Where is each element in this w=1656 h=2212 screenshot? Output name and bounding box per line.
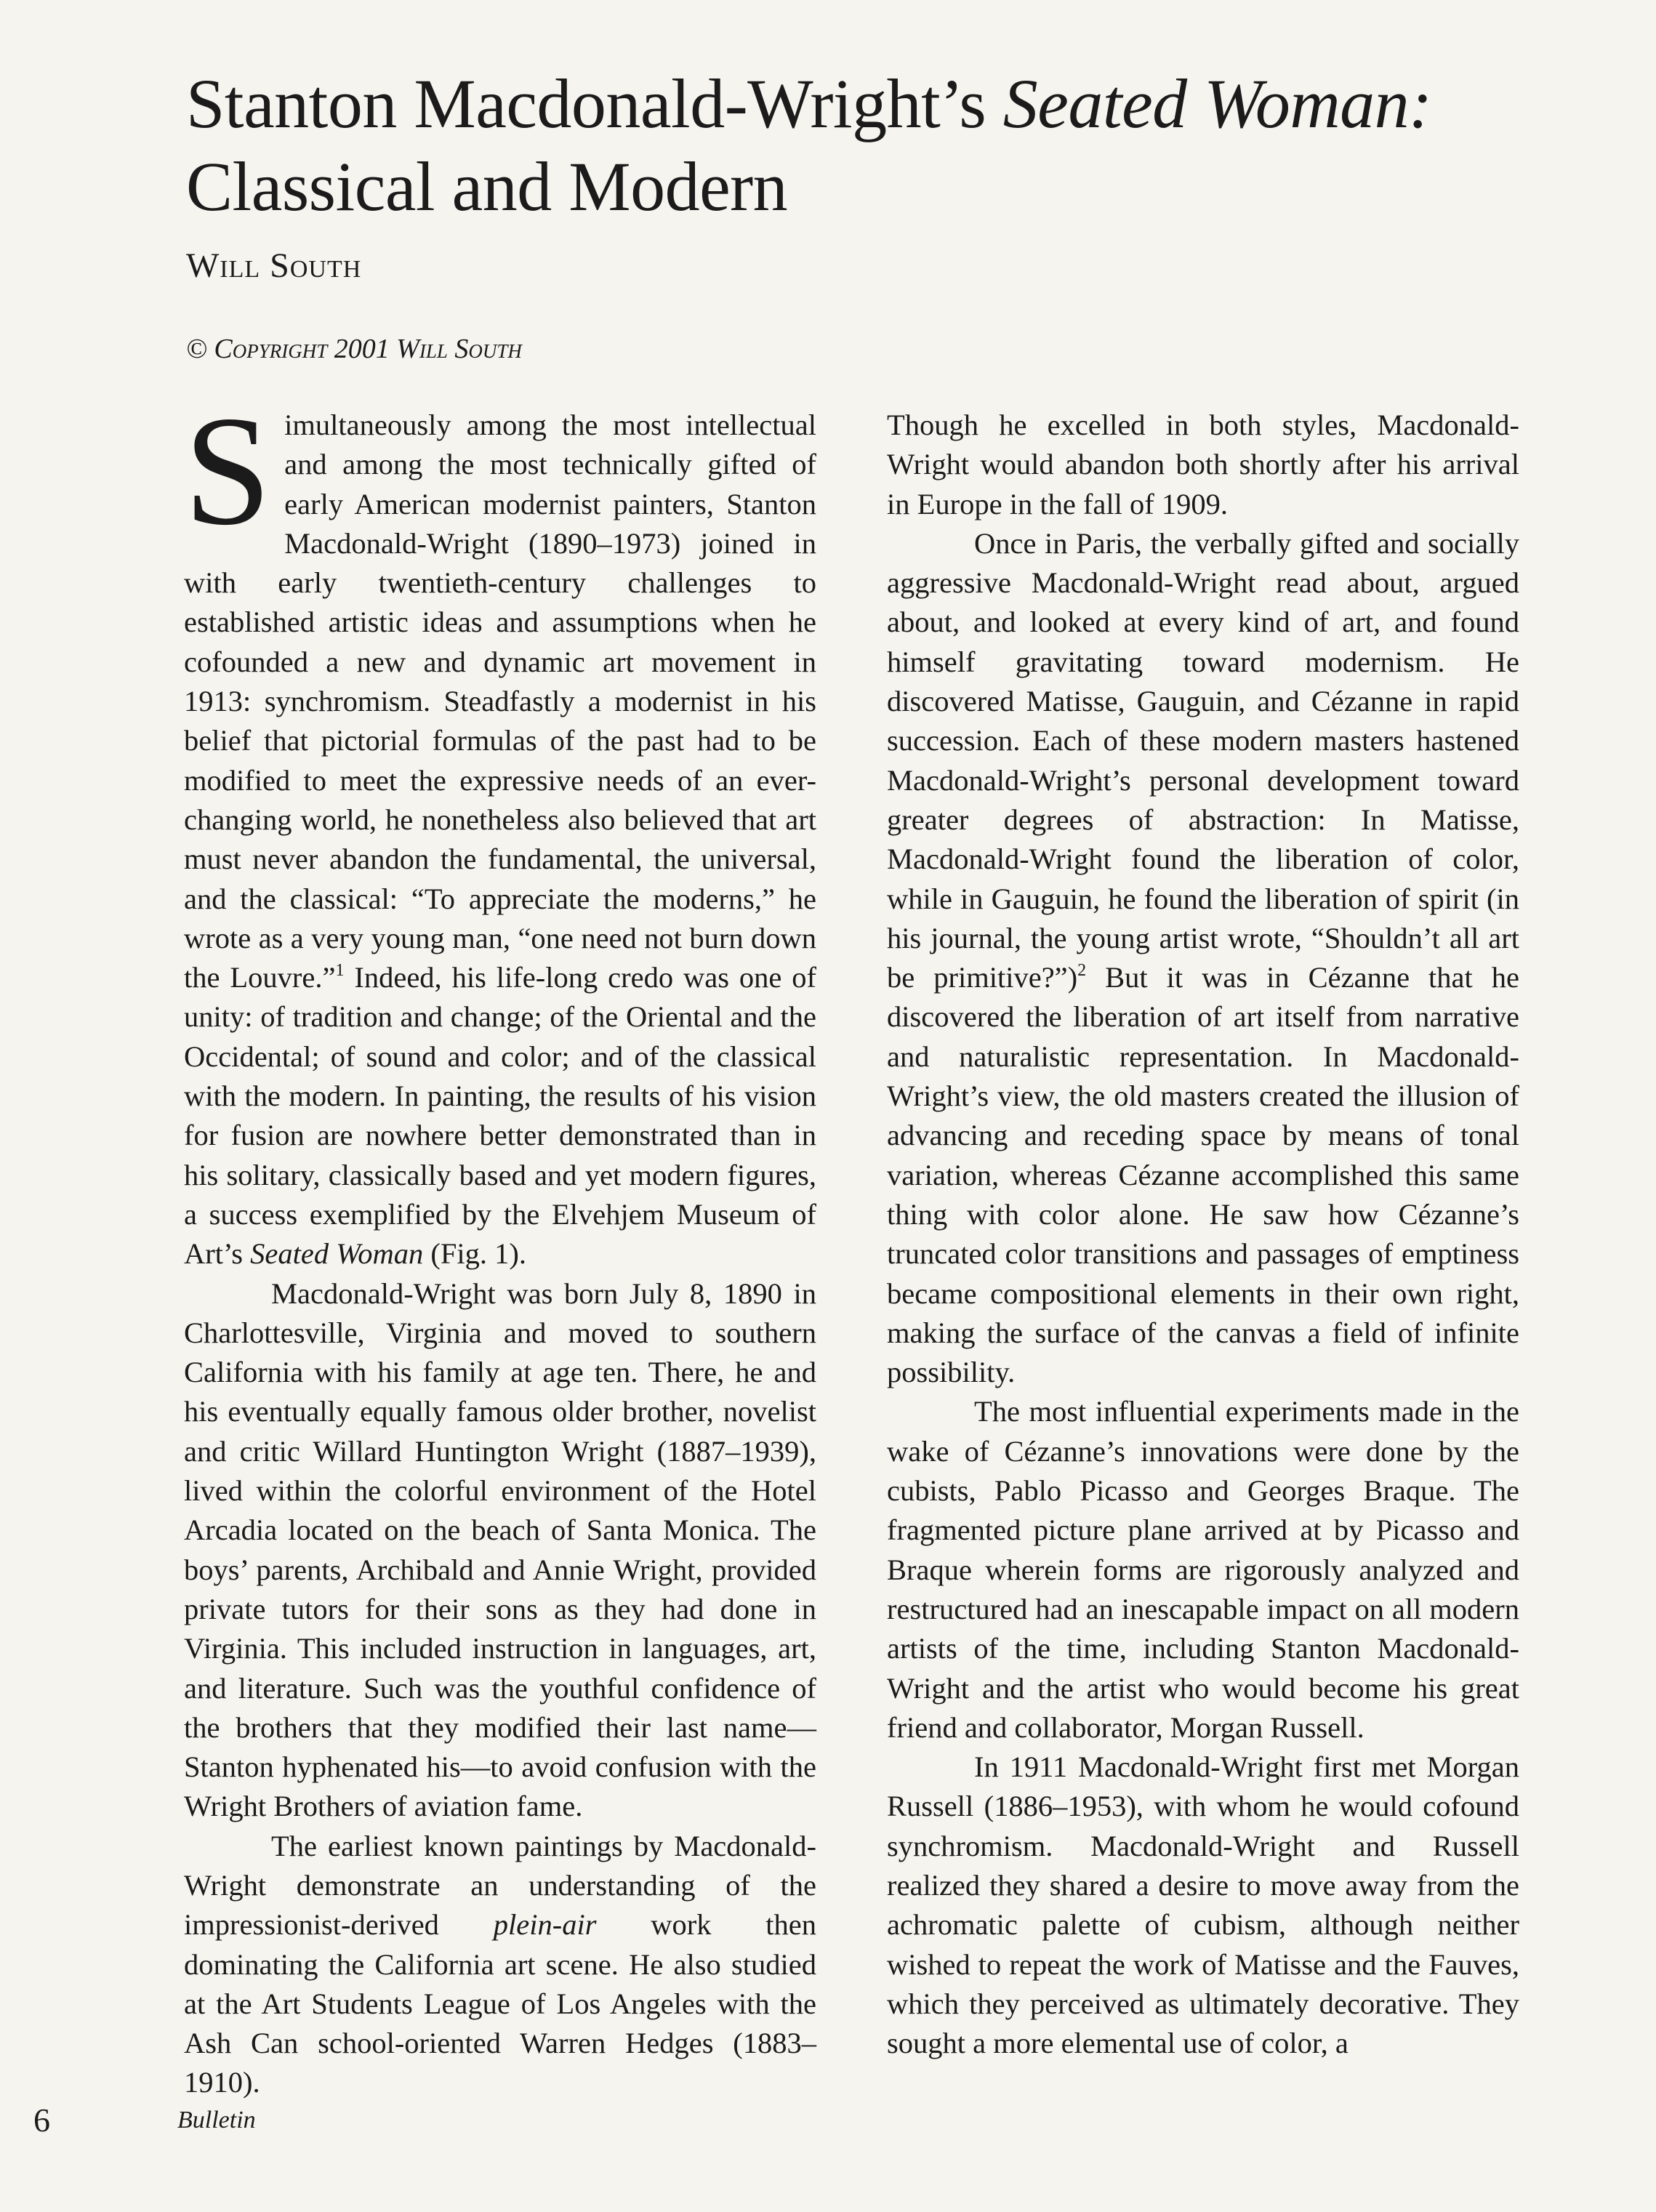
title-line2: Classical and Modern [186, 148, 788, 225]
paragraph-text: The earliest known paintings by Macdonald-Wright demonstrate an understanding of the impressionist-derived [184, 1829, 816, 1942]
copyright-notice: © Copyright 2001 Will South [186, 334, 522, 364]
author-byline: Will South [186, 246, 362, 285]
right-column [887, 406, 1519, 2063]
paragraph-text: But it was in Cézanne that he discovered the liberation of art itself from narrative and naturalistic representation. In Macdonald-Wright’s view, the old masters created the illusion of advancing and receding space by means of tonal variation, whereas Cézanne accomplished this same thing with color alone. He saw how Cézanne’s truncated color transitions and passages of emptiness became compositional elements in their own right, making the surface of the canvas a field of infinite possibility. [887, 961, 1519, 1389]
paragraph [184, 1827, 816, 2103]
artwork-title: Seated Woman [250, 1237, 424, 1271]
paragraph [887, 524, 1519, 1393]
page-number: 6 [33, 2102, 50, 2139]
italic-term: plein-air [493, 1908, 597, 1942]
paragraph-text: Once in Paris, the verbally gifted and socially aggressive Macdonald-Wright read about, argued about, and looked at every kind of art, and found himself gravitating toward modernism. He discovered Matisse, Gauguin, and Cézanne in rapid succession. Each of these modern masters hastened Macdonald-Wright’s personal development toward greater degrees of abstraction: In Matisse, Macdonald-Wright found the liberation of color, while in Gauguin, he found the liberation of spirit (in his journal, the young artist wrote, “Shouldn’t all art be primitive?”) [887, 526, 1519, 994]
journal-name: Bulletin [177, 2107, 256, 2133]
paragraph [184, 384, 817, 1274]
paragraph: In 1911 Macdonald-Wright first met Morgan Russell (1886–1953), with whom he would cofound synchromism. Macdonald-Wright and Russell realized they shared a desire to move away from the achromatic palette of cubism, although neither wished to repeat the work of Matisse and the Fauves, which they perceived as ultimately decorative. They sought a more elemental use of color, a [887, 1750, 1519, 2060]
paragraph: Though he excelled in both styles, Macdonald-Wright would abandon both shortly after his arrival in Europe in the fall of 1909. [887, 409, 1519, 520]
footnote-marker: 1 [335, 961, 345, 981]
paragraph-text: (Fig. 1). [423, 1237, 526, 1271]
paragraph-text: imultaneously among the most intellectual and among the most technically gifted of early American modernist painters, Stanton Macdonald-Wright (1890–1973) joined in with early twentieth-century challenges to established artistic ideas and assumptions when he cofounded a new and dynamic art movement in 1913: synchromism. Steadfastly a modernist in his belief that pictorial formulas of the past had to be modified to meet the expressive needs of an ever-changing world, he nonetheless also believed that art must never abandon the fundamental, the universal, and the classical: “To appreciate the moderns,” he wrote as a very young man, “one need not burn down the Louvre.” [184, 409, 816, 994]
title-italic: Seated Woman: [1002, 65, 1432, 142]
paragraph: Macdonald-Wright was born July 8, 1890 in Charlottesville, Virginia and moved to southern California with his family at age ten. There, he and his eventually equally famous older brother, novelist and critic Willard Huntington Wright (1887–1939), lived within the colorful environment of the Hotel Arcadia located on the beach of Santa Monica. The boys’ parents, Archibald and Annie Wright, provided private tutors for their sons as they had done in Virginia. This included instruction in languages, art, and literature. Such was the youthful confidence of the brothers that they modified their last name—Stanton hyphenated his—to avoid confusion with the Wright Brothers of aviation fame. [184, 1276, 816, 1823]
drop-cap: S [184, 384, 272, 558]
title-main: Stanton Macdonald-Wright’s [186, 65, 1003, 142]
left-column [184, 384, 817, 2103]
paragraph: The most influential experiments made in the wake of Cézanne’s innovations were done by the cubists, Pablo Picasso and Georges Braque. The fragmented picture plane arrived at by Picasso and Braque wherein forms are rigorously analyzed and restructured had an inescapable impact on all modern artists of the time, including Stanton Macdonald-Wright and the artist who would become his great friend and collaborator, Morgan Russell. [887, 1395, 1519, 1744]
paragraph-text: work then dominating the California art scene. He also studied at the Art Students League of Los Angeles with the Ash Can school-oriented Warren Hedges (1883–1910). [184, 1908, 817, 2099]
paragraph-text: Indeed, his life-long credo was one of unity: of tradition and change; of the Oriental and the Occidental; of sound and color; and of the classical with the modern. In painting, the results of his vision for fusion are nowhere better demonstrated than in his solitary, classically based and yet modern figures, a success exemplified by the Elvehjem Museum of Art’s [184, 961, 817, 1271]
footnote-marker: 2 [1077, 961, 1087, 981]
article-title [186, 63, 1495, 228]
